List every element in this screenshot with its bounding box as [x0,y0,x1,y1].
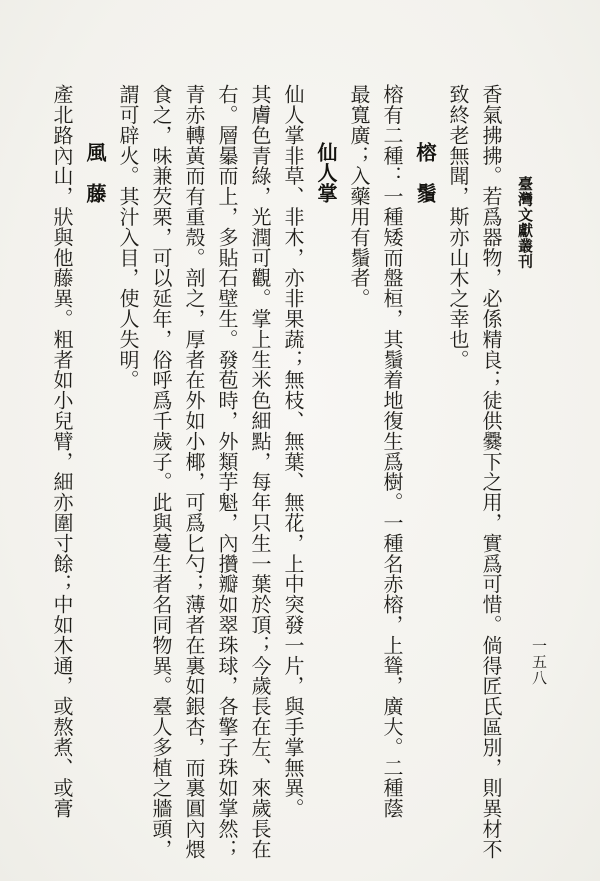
text-column: 食之，味兼芡栗，可以延年，俗呼爲千歲子。此與蔓生者名同物異。臺人多植之牆頭， [149,84,171,860]
text-column: 香氣拂拂。若爲器物，必係精良；徒供爨下之用，實爲可惜。倘得匠氏區別，則異材不 [479,84,501,860]
text-column: 產北路內山，狀與他藤異。粗者如小兒臂，細亦圍寸餘；中如木通，或熬煮、或膏 [50,84,72,819]
section-heading: 風 藤 [83,142,105,204]
text-column: 右。層曓而上，多貼石壁生。發苞時，外類芋魁，內攢瓣如翠珠球，各擎子珠如掌然； [215,84,237,860]
text-column: 其膚色青綠，光潤可觀。掌上生米色細點，每年只生一葉於頂；今歲長在左、來歲長在 [248,84,270,860]
section-heading: 榕 鬚 [413,142,435,204]
text-column: 致終老無聞，斯亦山木之幸也。 [446,84,468,370]
text-block [38,84,500,862]
text-column: 青赤轉黃而有重殼。剖之，厚者在外如小椰，可爲匕勺；薄者在裏如銀杏，而裏圓內煨 [182,84,204,860]
section-heading: 仙人掌 [314,142,336,204]
text-column: 榕有二種：一種矮而盤桓，其鬚着地復生爲樹。一種名赤榕，上聳，廣大。二種蔭 [380,84,402,819]
running-title: 臺灣文獻叢刊 [516,176,532,269]
text-column: 仙人掌非草、非木，亦非果蔬；無枝、無葉、無花，上中突發一片，與手掌無異。 [281,84,303,819]
text-column: 最寬廣；入藥用有鬚者。 [347,84,369,309]
text-column: 謂可辟火。其汁入目，使人失明。 [116,84,138,390]
page-number: 一五八 [530,638,546,686]
